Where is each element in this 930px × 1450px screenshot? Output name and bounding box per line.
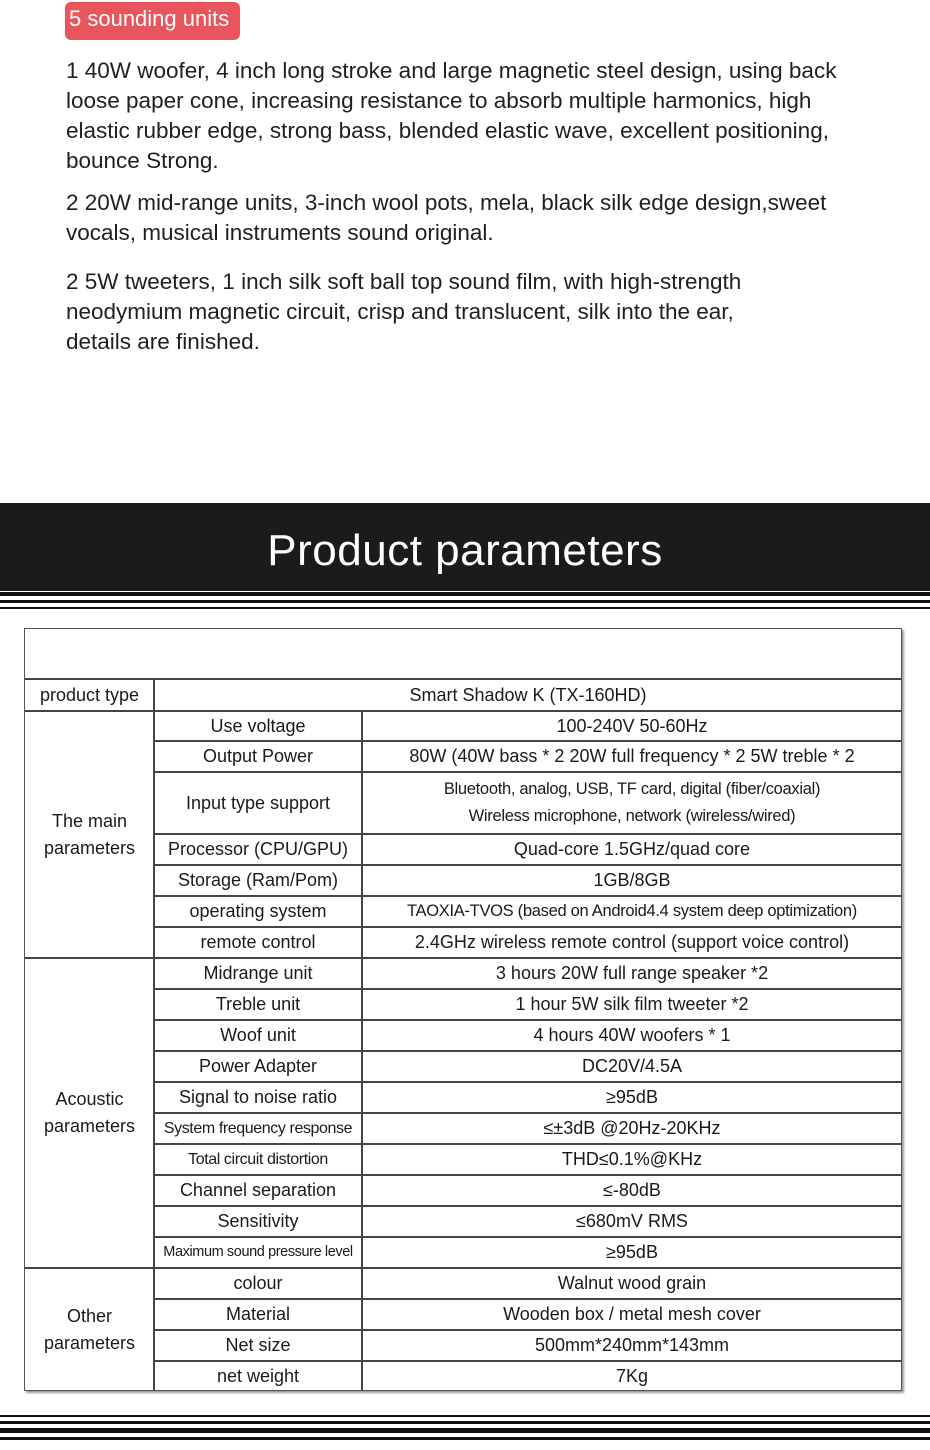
spec-value — [362, 865, 902, 896]
spec-name-text: System frequency response — [163, 1120, 353, 1137]
group-label-line: Other — [66, 1305, 113, 1326]
spec-name-text: Midrange unit — [203, 963, 313, 983]
product-type-label-text: product type — [39, 684, 140, 705]
paragraph-line: bounce Strong. — [66, 148, 219, 173]
spec-name-text: Net size — [225, 1335, 291, 1355]
spec-name-text: Maximum sound pressure level — [163, 1244, 353, 1260]
woofer-paragraph — [66, 56, 926, 176]
spec-name — [154, 1175, 362, 1206]
section-badge: 5 sounding units — [65, 2, 240, 40]
spec-value — [362, 1361, 902, 1391]
spec-name — [154, 711, 362, 741]
paragraph-line: 2 20W mid-range units, 3-inch wool pots, mela, black silk edge design,sweet — [66, 190, 827, 215]
spec-name-text: Input type support — [185, 792, 331, 813]
spec-value-line: 4 hours 40W woofers * 1 — [533, 1025, 731, 1045]
spec-name — [154, 1144, 362, 1175]
spec-value — [362, 1330, 902, 1361]
spec-name-text: Woof unit — [220, 1025, 296, 1045]
spec-value-line: ≥95dB — [606, 1087, 658, 1107]
spec-name-text: Material — [225, 1304, 291, 1324]
midrange-paragraph — [66, 188, 926, 248]
spec-name-text: Use voltage — [210, 715, 306, 736]
group-label — [25, 1268, 154, 1391]
spec-value — [362, 1175, 902, 1206]
spec-value — [362, 1113, 902, 1144]
spec-name — [154, 927, 362, 958]
spec-value — [362, 1206, 902, 1237]
spec-value-line: 1 hour 5W silk film tweeter *2 — [515, 994, 749, 1014]
spec-value-line: 100-240V 50-60Hz — [556, 715, 708, 736]
spec-name — [154, 1082, 362, 1113]
spec-name-text: Processor (CPU/GPU) — [167, 839, 349, 859]
spec-name — [154, 1206, 362, 1237]
spec-name-text: remote control — [200, 932, 316, 952]
paragraph-line: vocals, musical instruments sound original. — [66, 220, 494, 245]
spec-value — [362, 711, 902, 741]
spec-name — [154, 958, 362, 989]
spec-name — [154, 741, 362, 772]
spec-name — [154, 772, 362, 834]
divider-stripe — [0, 592, 930, 596]
spec-name — [154, 1237, 362, 1268]
spec-name — [154, 834, 362, 865]
spec-name — [154, 1113, 362, 1144]
spec-value-line: DC20V/4.5A — [581, 1056, 683, 1076]
group-label — [25, 958, 154, 1268]
spec-name — [154, 1268, 362, 1299]
spec-name — [154, 989, 362, 1020]
spec-name-text: Treble unit — [215, 994, 301, 1014]
spec-value-line: 1GB/8GB — [593, 870, 671, 890]
spec-value — [362, 1144, 902, 1175]
divider-stripe — [0, 607, 930, 609]
spec-value-line: Wireless microphone, network (wireless/wired) — [468, 807, 796, 825]
product-type-value-text: Smart Shadow K (TX-160HD) — [409, 684, 647, 705]
tweeter-paragraph — [66, 267, 926, 357]
spec-value — [362, 1299, 902, 1330]
spec-value-line: Walnut wood grain — [557, 1273, 707, 1293]
group-label-line: The main — [51, 810, 128, 831]
spec-value-line: TAOXIA-TVOS (based on Android4.4 system deep optimization) — [406, 902, 857, 920]
spec-name — [154, 1299, 362, 1330]
product-type-label — [25, 679, 154, 711]
group-label-line: parameters — [43, 1332, 136, 1353]
spec-value-line: THD≤0.1%@KHz — [561, 1149, 703, 1169]
spec-name-text: Sensitivity — [217, 1211, 299, 1231]
spec-value-line: 80W (40W bass * 2 20W full frequency * 2 5W treble * 2 — [409, 746, 855, 766]
divider-stripe — [0, 1428, 930, 1433]
spec-value-line: Quad-core 1.5GHz/quad core — [513, 839, 751, 859]
spec-value-line: ≤680mV RMS — [576, 1211, 688, 1231]
product-type-value — [154, 679, 902, 711]
divider-stripe — [0, 600, 930, 603]
spec-name — [154, 896, 362, 927]
spec-value — [362, 1020, 902, 1051]
group-label-line: parameters — [43, 837, 136, 858]
spec-name-text: operating system — [189, 901, 327, 921]
spec-value — [362, 772, 902, 834]
spec-value — [362, 741, 902, 772]
paragraph-line: neodymium magnetic circuit, crisp and translucent, silk into the ear, — [66, 299, 734, 324]
spec-value-line: 3 hours 20W full range speaker *2 — [495, 963, 769, 983]
spec-name-text: net weight — [216, 1365, 300, 1386]
spec-name — [154, 1330, 362, 1361]
spec-value-line: 500mm*240mm*143mm — [534, 1335, 730, 1355]
spec-name-text: Channel separation — [179, 1180, 337, 1200]
spec-name-text: Power Adapter — [198, 1056, 318, 1076]
spec-value — [362, 958, 902, 989]
spec-value-line: Wooden box / metal mesh cover — [503, 1304, 761, 1324]
divider-stripe — [0, 1415, 930, 1417]
spec-value-line: ≤-80dB — [603, 1180, 661, 1200]
paragraph-line: details are finished. — [66, 329, 260, 354]
paragraph-line: 2 5W tweeters, 1 inch silk soft ball top sound film, with high-strength — [66, 269, 742, 294]
spec-name-text: Output Power — [202, 746, 314, 766]
spec-value — [362, 834, 902, 865]
spec-value-line: ≤±3dB @20Hz-20KHz — [543, 1118, 721, 1138]
spec-value-line: Bluetooth, analog, USB, TF card, digital (fiber/coaxial) — [443, 780, 821, 798]
spec-name — [154, 865, 362, 896]
spec-value-line: 2.4GHz wireless remote control (support voice control) — [414, 932, 850, 952]
spec-value — [362, 1268, 902, 1299]
spec-value-line: ≥95dB — [606, 1242, 658, 1262]
divider-stripe — [0, 1421, 930, 1424]
spec-name — [154, 1361, 362, 1391]
spec-name-text: colour — [233, 1273, 283, 1293]
spec-name-text: Total circuit distortion — [188, 1151, 328, 1168]
paragraph-line: elastic rubber edge, strong bass, blended elastic wave, excellent positioning, — [66, 118, 829, 143]
spec-name-text: Storage (Ram/Pom) — [177, 870, 339, 890]
spec-name — [154, 1020, 362, 1051]
paragraph-line: 1 40W woofer, 4 inch long stroke and large magnetic steel design, using back — [66, 58, 837, 83]
spec-value — [362, 989, 902, 1020]
section-banner — [0, 503, 930, 591]
spec-value — [362, 1237, 902, 1268]
group-label-line: parameters — [43, 1116, 136, 1136]
spec-table — [24, 628, 902, 1391]
banner-title: Product parameters — [267, 526, 663, 575]
spec-name — [154, 1051, 362, 1082]
spec-value — [362, 896, 902, 927]
group-label-line: Acoustic — [55, 1089, 124, 1109]
spec-value — [362, 1082, 902, 1113]
spec-value — [362, 1051, 902, 1082]
group-label — [25, 711, 154, 958]
paragraph-line: loose paper cone, increasing resistance to absorb multiple harmonics, high — [66, 88, 812, 113]
divider-stripe — [0, 1437, 930, 1440]
spec-value — [362, 927, 902, 958]
spec-name-text: Signal to noise ratio — [178, 1087, 338, 1107]
spec-value-line: 7Kg — [615, 1365, 649, 1386]
